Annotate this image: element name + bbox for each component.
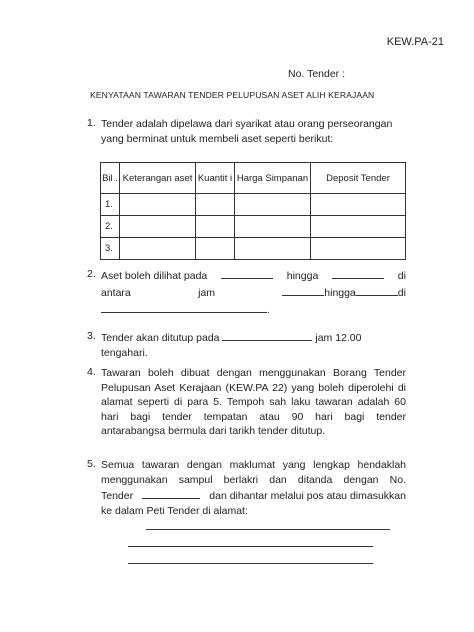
table-row xyxy=(101,216,406,238)
item-3-text-a: Tender akan ditutup pada xyxy=(101,332,220,344)
header-deposit-tender: Deposit Tender xyxy=(311,163,406,194)
view-date-to-field[interactable] xyxy=(332,268,384,279)
table-cell[interactable] xyxy=(120,216,196,238)
header-harga-simpanan: Harga Simpanan xyxy=(235,163,311,194)
view-time-to-field[interactable] xyxy=(356,285,398,296)
table-row xyxy=(101,194,406,216)
row-number: 1. xyxy=(101,194,120,216)
item-2-text-g: di xyxy=(397,287,406,299)
table-cell[interactable] xyxy=(196,194,235,216)
header-bil: Bil . xyxy=(101,163,120,194)
asset-table-header-row xyxy=(101,163,406,194)
item-4-line-1: Tawaran boleh dibuat dengan menggunakan Borang Tender xyxy=(101,367,406,379)
item-2-text-a: Aset boleh dilihat pada xyxy=(101,270,208,282)
closing-date-field[interactable] xyxy=(222,330,312,341)
item-1-line-1: Tender adalah dipelawa dari syarikat atau orang perseorangan xyxy=(101,118,393,130)
table-cell[interactable] xyxy=(120,194,196,216)
header-kuantiti: Kuantit i xyxy=(196,163,235,194)
item-4-number: 4. xyxy=(87,366,96,378)
item-2-text-c: di xyxy=(397,270,406,282)
table-cell[interactable] xyxy=(196,216,235,238)
item-4-line-5: antarabangsa bermula dari tarikh tender ditutup. xyxy=(101,425,326,437)
form-code: KEW.PA-21 xyxy=(386,36,444,48)
tender-number-field[interactable] xyxy=(142,488,200,499)
table-cell[interactable] xyxy=(235,238,311,260)
item-5-line-2: menggunakan sampul berlakri dan ditanda dengan No. xyxy=(101,474,406,486)
item-1-number: 1. xyxy=(87,117,96,129)
item-5-text-a: Tender xyxy=(101,490,134,502)
item-4-text xyxy=(101,366,406,439)
item-3-text xyxy=(101,330,406,360)
address-line-2[interactable] xyxy=(128,546,373,547)
item-5-line-4: ke dalam Peti Tender di alamat: xyxy=(101,505,248,517)
item-5-line-1: Semua tawaran dengan maklumat yang lengkap hendaklah xyxy=(101,459,406,471)
table-cell[interactable] xyxy=(311,238,406,260)
item-3-number: 3. xyxy=(87,330,96,342)
item-1-text xyxy=(101,117,406,146)
item-4-line-2: Pelupusan Aset Kerajaan (KEW.PA 22) yang boleh diperolehi di xyxy=(101,381,406,394)
document-title: KENYATAAN TAWARAN TENDER PELUPUSAN ASET ALIH KERAJAAN xyxy=(90,90,375,100)
item-2-text-b: hingga xyxy=(286,270,319,282)
row-number: 3. xyxy=(101,238,120,260)
item-2-text xyxy=(101,268,406,319)
item-5-number: 5. xyxy=(87,458,96,470)
item-1-line-2: yang berminat untuk membeli aset seperti berikut: xyxy=(101,132,334,145)
view-time-from-field[interactable] xyxy=(282,285,324,296)
item-2-text-h: . xyxy=(267,304,270,316)
address-line-3[interactable] xyxy=(128,563,373,564)
view-location-field[interactable] xyxy=(101,302,267,313)
item-2-text-f: hingga xyxy=(324,287,356,299)
view-date-from-field[interactable] xyxy=(221,268,273,279)
item-2-text-e: jam xyxy=(198,287,215,299)
item-5-text-b: dan dihantar melalui pos atau dimasukkan xyxy=(209,490,406,502)
header-keterangan-aset: Keterangan aset xyxy=(120,163,196,194)
table-row xyxy=(101,238,406,260)
item-2-number: 2. xyxy=(87,268,96,280)
table-cell[interactable] xyxy=(311,216,406,238)
address-line-1[interactable] xyxy=(146,529,390,530)
row-number: 2. xyxy=(101,216,120,238)
table-cell[interactable] xyxy=(311,194,406,216)
table-cell[interactable] xyxy=(235,216,311,238)
table-cell[interactable] xyxy=(235,194,311,216)
item-3-text-b: jam 12.00 tengahari. xyxy=(101,332,362,359)
table-cell[interactable] xyxy=(196,238,235,260)
table-cell[interactable] xyxy=(120,238,196,260)
item-5-text xyxy=(101,458,406,519)
asset-table xyxy=(100,162,406,260)
item-4-line-4: hari bagi tender tempatan atau 90 hari bagi tender xyxy=(101,410,406,423)
item-2-text-d: antara xyxy=(101,287,131,299)
item-4-line-3: alamat seperti di para 5. Tempoh sah laku tawaran adalah 60 xyxy=(101,396,406,408)
tender-number-label: No. Tender : xyxy=(288,68,346,80)
